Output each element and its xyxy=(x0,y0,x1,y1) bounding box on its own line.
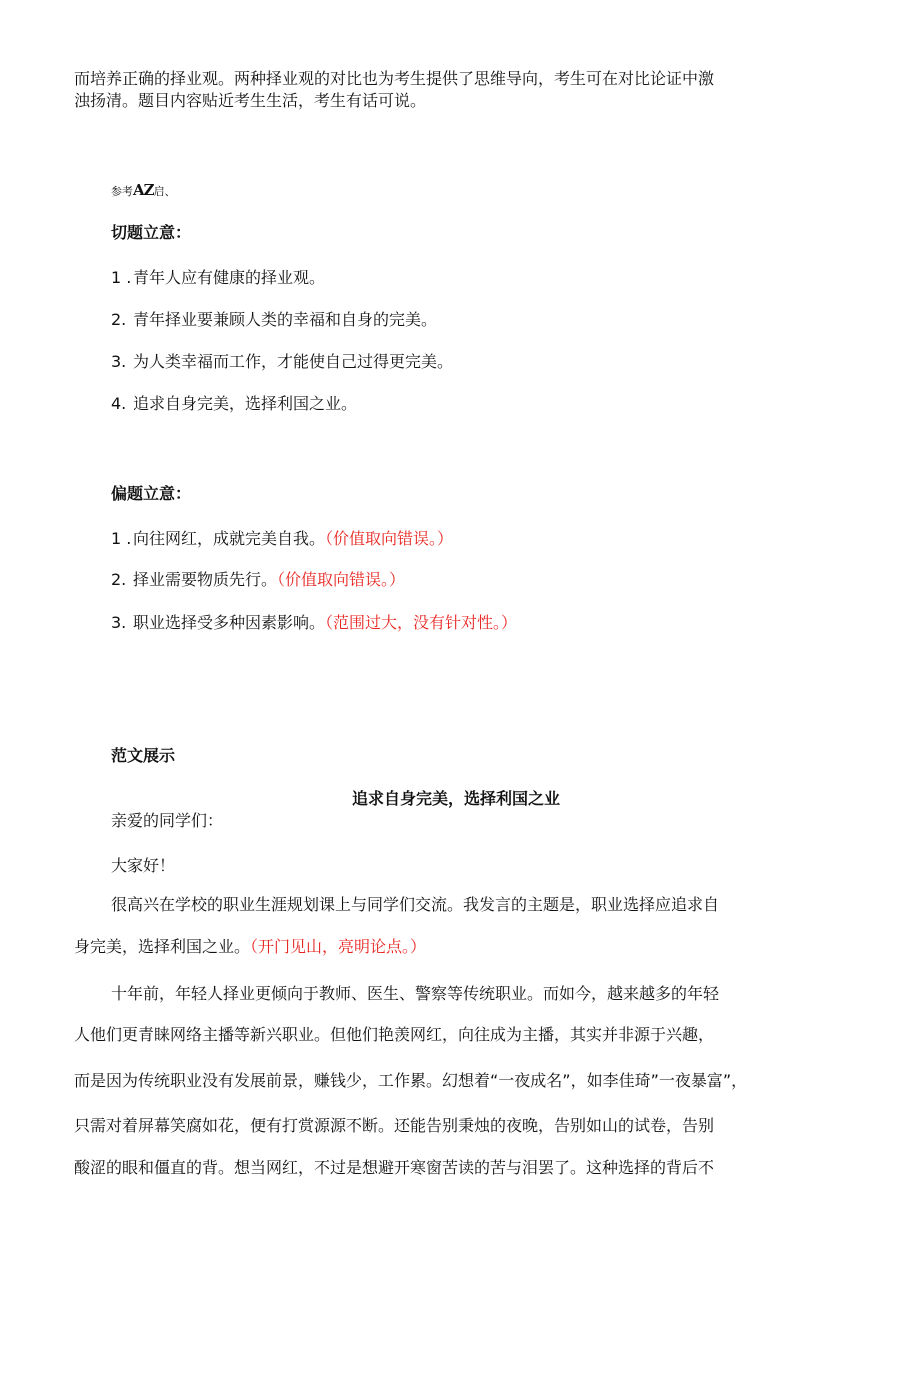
intro-line-2: 浊扬清。题目内容贴近考生生活，考生有话可说。 xyxy=(74,91,427,110)
item-text: 追求自身完美，选择利国之业。 xyxy=(133,394,358,413)
item-note: （范围过大，没有针对性。） xyxy=(325,613,518,632)
essay-paragraph-line: 人他们更青睐网络主播等新兴职业。但他们艳羡网红，向往成为主播，其实并非源于兴趣， xyxy=(74,1025,715,1044)
essay-paragraph-line xyxy=(74,937,426,957)
essay-paragraph-line: 酸涩的眼和僵直的背。想当网红，不过是想避开寒窗苦读的苦与泪罢了。这种选择的背后不 xyxy=(74,1158,715,1177)
reference-suffix: 启、 xyxy=(153,185,176,198)
item-number: 2. xyxy=(111,570,127,589)
item-text: 择业需要物质先行。 xyxy=(133,570,278,589)
off-topic-item xyxy=(111,613,517,633)
item-number: 2. xyxy=(111,310,127,329)
reference-prefix: 参考 xyxy=(111,185,133,198)
item-text: 为人类幸福而工作，才能使自己过得更完美。 xyxy=(133,352,454,371)
essay-greeting: 大家好！ xyxy=(111,856,176,875)
essay-paragraph-line: 而是因为传统职业没有发展前景，赚钱少，工作累。幻想着“一夜成名”，如李佳琦”一夜暴富”， xyxy=(74,1071,748,1090)
essay-title: 追求自身完美，选择利国之业 xyxy=(352,789,561,808)
item-text: 职业选择受多种因素影响。 xyxy=(133,613,326,632)
essay-paragraph-line: 很高兴在学校的职业生涯规划课上与同学们交流。我发言的主题是，职业选择应追求自 xyxy=(111,895,720,914)
item-number: 4. xyxy=(111,394,127,413)
essay-salutation: 亲爱的同学们： xyxy=(111,811,224,830)
item-text: 青年择业要兼顾人类的幸福和自身的完美。 xyxy=(133,310,438,329)
on-topic-heading: 切题立意： xyxy=(111,223,192,242)
off-topic-item xyxy=(111,570,405,590)
on-topic-item xyxy=(111,310,437,330)
on-topic-item xyxy=(111,268,325,288)
item-text: 青年人应有健康的择业观。 xyxy=(133,268,326,287)
essay-paragraph-line: 只需对着屏幕笑腐如花，便有打赏源源不断。还能告别秉烛的夜晚，告别如山的试卷，告别 xyxy=(74,1116,715,1135)
essay-section-label: 范文展示 xyxy=(111,746,176,765)
essay-paragraph-line: 十年前，年轻人择业更倾向于教师、医生、警察等传统职业。而如今，越来越多的年轻 xyxy=(111,984,720,1003)
off-topic-item xyxy=(111,529,453,549)
reference-code: AZ xyxy=(133,181,154,199)
essay-annotation: （开门见山，亮明论点。） xyxy=(250,937,427,956)
item-number: 1 . xyxy=(111,529,132,548)
on-topic-item xyxy=(111,394,357,414)
essay-text: 身完美，选择利国之业。 xyxy=(74,937,251,956)
item-note: （价值取向错误。） xyxy=(325,529,454,548)
reference-label xyxy=(111,180,176,202)
item-number: 3. xyxy=(111,613,127,632)
item-number: 3. xyxy=(111,352,127,371)
off-topic-heading: 偏题立意： xyxy=(111,484,192,503)
on-topic-item xyxy=(111,352,453,372)
item-text: 向往网红，成就完美自我。 xyxy=(133,529,326,548)
item-number: 1 . xyxy=(111,268,132,287)
intro-line-1: 而培养正确的择业观。两种择业观的对比也为考生提供了思维导向，考生可在对比论证中激 xyxy=(74,69,715,88)
item-note: （价值取向错误。） xyxy=(277,570,406,589)
